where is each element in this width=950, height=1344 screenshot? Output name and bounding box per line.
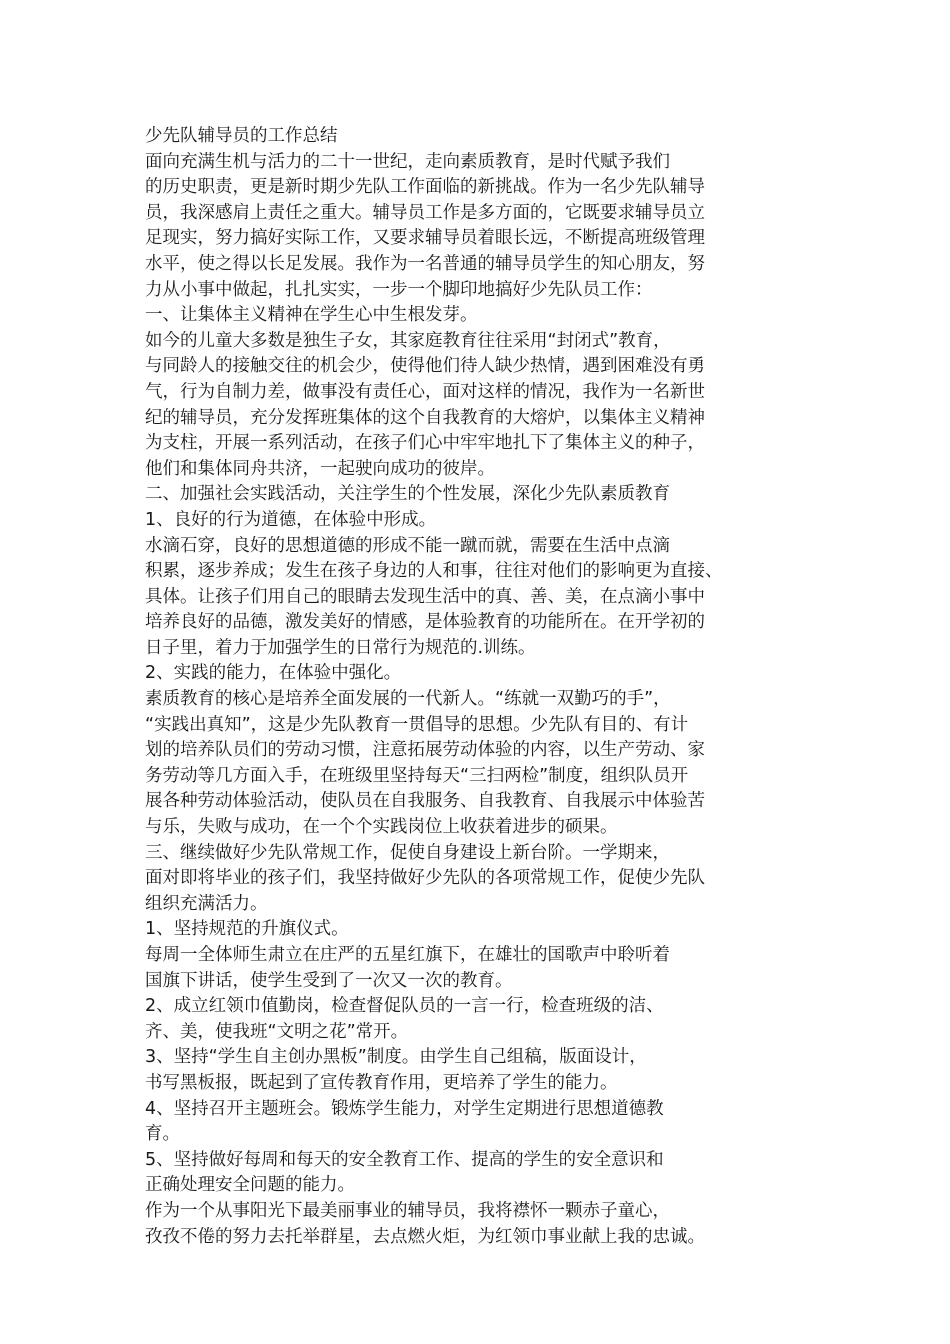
- text-line: 培养良好的品德，激发美好的情感，是体验教育的功能所在。在开学初的: [145, 612, 705, 633]
- text-line: 5、坚持做好每周和每天的安全教育工作、提高的学生的安全意识和: [145, 1149, 664, 1170]
- text-line: 展各种劳动体验活动，使队员在自我服务、自我教育、自我展示中体验苦: [145, 791, 705, 812]
- text-line: 如今的儿童大多数是独生子女，其家庭教育往往采用“封闭式”教育，: [145, 330, 671, 351]
- text-line: 的历史职责，更是新时期少先队工作面临的新挑战。作为一名少先队辅导: [145, 177, 705, 198]
- text-line: 力从小事中做起，扎扎实实，一步一个脚印地搞好少先队员工作：: [145, 279, 653, 300]
- text-line: 二、加强社会实践活动，关注学生的个性发展，深化少先队素质教育: [145, 484, 670, 505]
- text-line: 务劳动等几方面入手，在班级里坚持每天“三扫两检”制度，组织队员开: [145, 765, 689, 786]
- text-line: 面对即将毕业的孩子们，我坚持做好少先队的各项常规工作，促使少先队: [145, 868, 705, 889]
- text-line: 4、坚持召开主题班会。锻炼学生能力，对学生定期进行思想道德教: [145, 1098, 664, 1119]
- text-line: 每周一全体师生肃立在庄严的五星红旗下，在雄壮的国歌声中聆听着: [145, 945, 670, 965]
- text-line: 日子里，着力于加强学生的日常行为规范的.训练。: [145, 637, 536, 658]
- text-line: 水滴石穿，良好的思想道德的形成不能一蹴而就，需要在生活中点滴: [145, 535, 670, 556]
- text-line: 2、实践的能力，在体验中强化。: [145, 663, 402, 684]
- text-line: 他们和集体同舟共济，一起驶向成功的彼岸。: [145, 458, 495, 479]
- text-line: 1、良好的行为道德，在体验中形成。: [145, 509, 437, 530]
- text-line: 正确处理安全问题的能力。: [145, 1175, 355, 1196]
- document-body: [145, 124, 785, 1250]
- text-line: 与乐，失败与成功，在一个个实践岗位上收获着进步的硕果。: [145, 817, 618, 838]
- text-line: 1、坚持规范的升旗仪式。: [145, 919, 349, 940]
- text-line: 书写黑板报，既起到了宣传教育作用，更培养了学生的能力。: [145, 1072, 618, 1093]
- text-line: 2、成立红领巾值勤岗，检查督促队员的一言一行，检查班级的洁、: [145, 996, 664, 1017]
- document-title: 少先队辅导员的工作总结: [145, 126, 338, 146]
- text-line: 组织充满活力。: [145, 893, 268, 914]
- text-line: 气，行为自制力差，做事没有责任心，面对这样的情况，我作为一名新世: [145, 381, 705, 402]
- text-line: 素质教育的核心是培养全面发展的一代新人。“练就一双勤巧的手”，: [145, 689, 671, 710]
- text-line: 面向充满生机与活力的二十一世纪，走向素质教育，是时代赋予我们: [145, 151, 670, 172]
- text-line: “实践出真知”，这是少先队教育一贯倡导的思想。少先队有目的、有计: [145, 714, 689, 735]
- text-line: 3、坚持“学生自主创办黑板”制度。由学生自己组稿，版面设计，: [145, 1047, 647, 1068]
- text-line: 一、让集体主义精神在学生心中生根发芽。: [145, 305, 478, 326]
- text-line: 积累，逐步养成；发生在孩子身边的人和事，往往对他们的影响更为直接、: [145, 561, 723, 582]
- text-line: 员，我深感肩上责任之重大。辅导员工作是多方面的，它既要求辅导员立: [145, 202, 705, 223]
- text-line: 育。: [145, 1124, 180, 1145]
- text-line: 具体。让孩子们用自己的眼睛去发现生活中的真、善、美，在点滴小事中: [145, 586, 705, 607]
- text-line: 划的培养队员们的劳动习惯，注意拓展劳动体验的内容，以生产劳动、家: [145, 740, 705, 761]
- text-line: 水平，使之得以长足发展。我作为一名普通的辅导员学生的知心朋友，努: [145, 253, 705, 274]
- text-line: 足现实，努力搞好实际工作，又要求辅导员着眼长远，不断提高班级管理: [145, 228, 705, 249]
- text-line: 齐、美，使我班“文明之花”常开。: [145, 1021, 409, 1042]
- text-line: 为支柱，开展一系列活动，在孩子们心中牢牢地扎下了集体主义的种子，: [145, 433, 705, 454]
- text-line: 纪的辅导员，充分发挥班集体的这个自我教育的大熔炉，以集体主义精神: [145, 407, 705, 428]
- text-line: 国旗下讲话，使学生受到了一次又一次的教育。: [145, 970, 513, 991]
- text-line: 孜孜不倦的努力去托举群星，去点燃火炬，为红领巾事业献上我的忠诚。: [145, 1226, 705, 1247]
- text-line: 作为一个从事阳光下最美丽事业的辅导员，我将襟怀一颗赤子童心，: [145, 1200, 670, 1221]
- text-line: 与同龄人的接触交往的机会少，使得他们待人缺少热情，遇到困难没有勇: [145, 356, 705, 377]
- text-line: 三、继续做好少先队常规工作，促使自身建设上新台阶。一学期来，: [145, 842, 670, 863]
